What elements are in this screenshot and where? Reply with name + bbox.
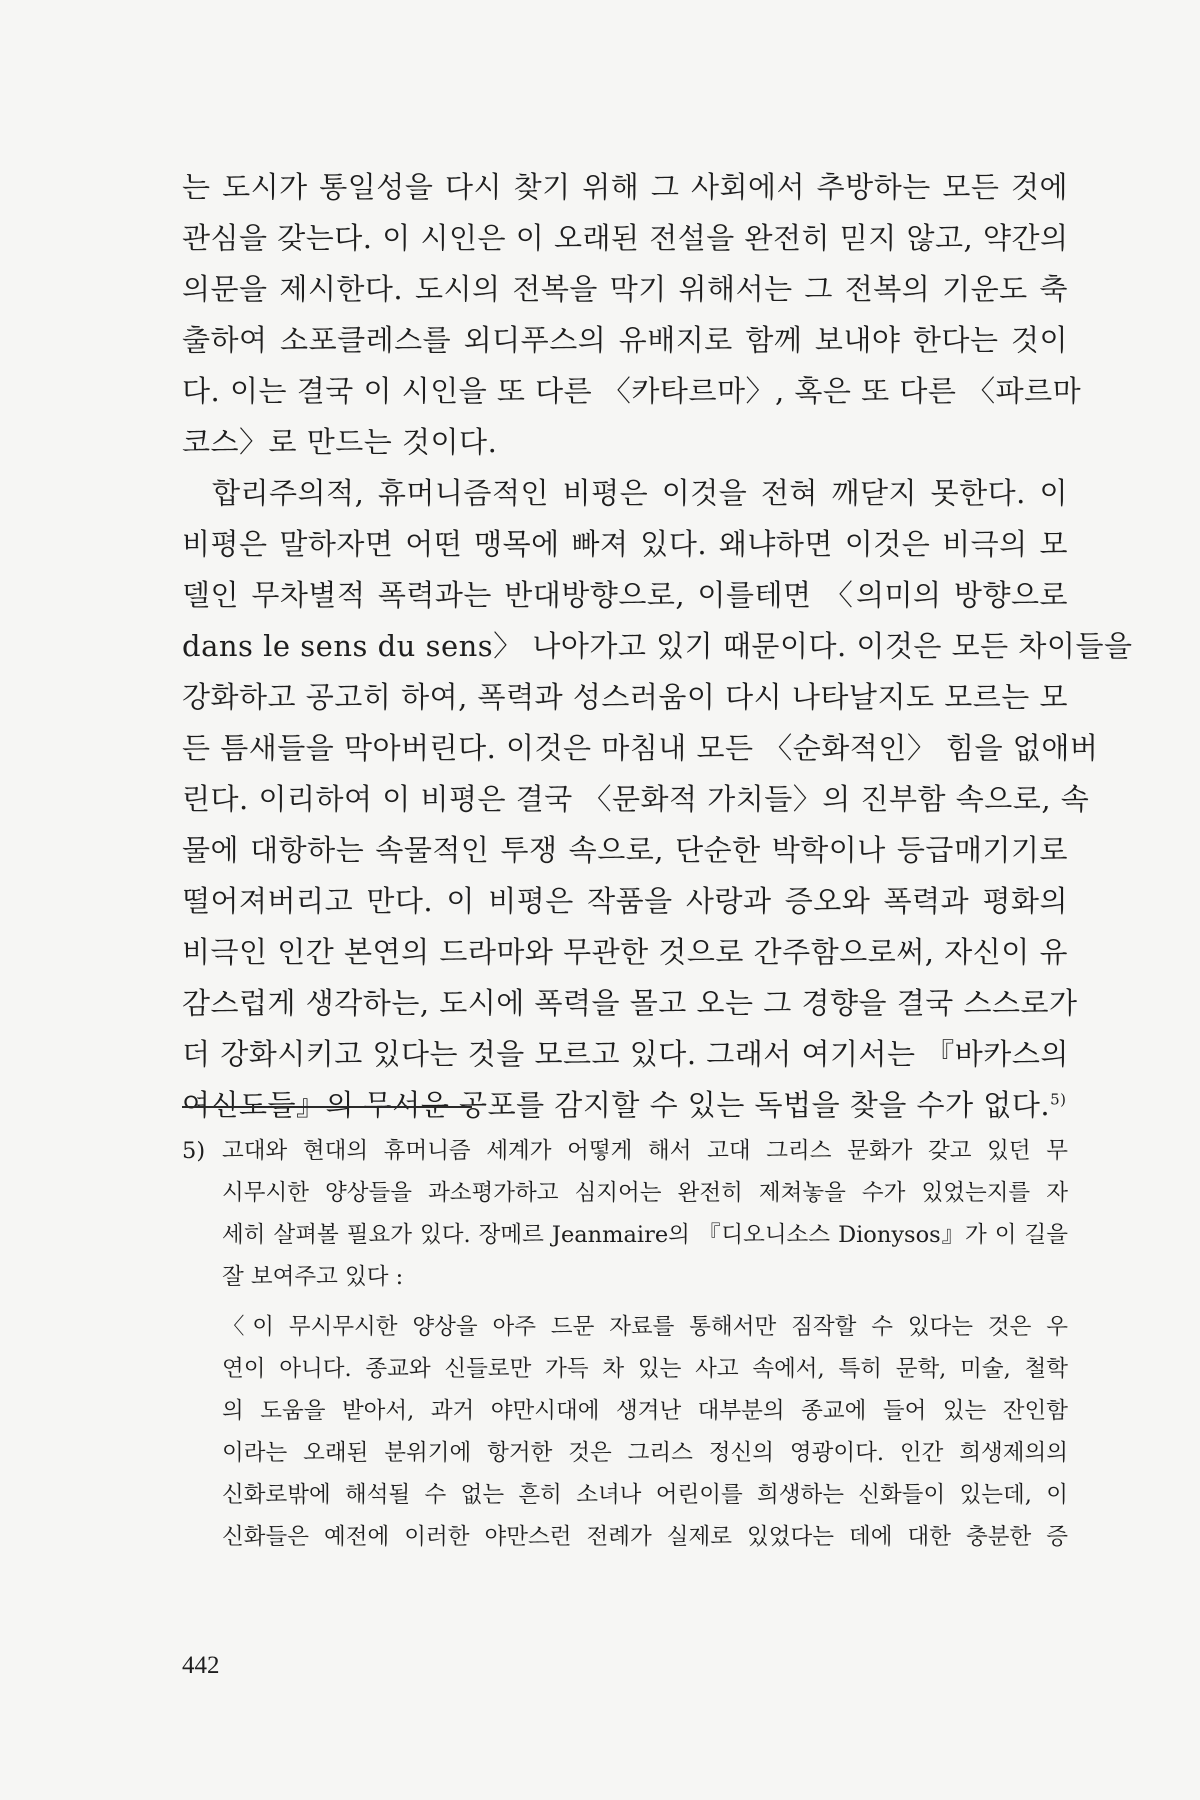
footnote-line: 의 도움을 받아서, 과거 야만시대에 생겨난 대부분의 종교에 들어 있는 잔인함 xyxy=(222,1398,1068,1424)
footnote-line xyxy=(182,1130,1068,1172)
footnote-paragraph-gap xyxy=(182,1298,1068,1306)
text-line-content: 여신도들』의 무서운 공포를 감지할 수 있는 독법을 찾을 수가 없다. xyxy=(182,1088,1051,1122)
main-text xyxy=(182,162,1133,1131)
text-line: 출하여 소포클레스를 외디푸스의 유배지로 함께 보내야 한다는 것이 xyxy=(182,323,1068,357)
footnote-reference[interactable]: 5) xyxy=(1050,1090,1067,1109)
text-line: 관심을 갖는다. 이 시인은 이 오래된 전설을 완전히 믿지 않고, 약간의 xyxy=(182,221,1069,255)
footnote-line: 시무시한 양상들을 과소평가하고 심지어는 완전히 제쳐놓을 수가 있었는지를 자 xyxy=(222,1180,1068,1206)
text-line: 감스럽게 생각하는, 도시에 폭력을 몰고 오는 그 경향을 결국 스스로가 xyxy=(182,986,1078,1020)
text-line: 다. 이는 결국 이 시인을 또 다른 〈카타르마〉, 혹은 또 다른 〈파르마 xyxy=(182,374,1082,408)
footnotes xyxy=(182,1130,1068,1558)
text-line: 린다. 이리하여 이 비평은 결국 〈문화적 가치들〉의 진부함 속으로, 속 xyxy=(182,782,1090,816)
footnote-line: 〈이 무시무시한 양상을 아주 드문 자료를 통해서만 짐작할 수 있다는 것은 우 xyxy=(222,1314,1068,1340)
text-line: 의문을 제시한다. 도시의 전복을 막기 위해서는 그 전복의 기운도 축 xyxy=(182,272,1068,306)
page-number: 442 xyxy=(182,1652,220,1679)
text-line: 더 강화시키고 있다는 것을 모르고 있다. 그래서 여기서는 『바카스의 xyxy=(182,1037,1069,1071)
text-line: 는 도시가 통일성을 다시 찾기 위해 그 사회에서 추방하는 모든 것에 xyxy=(182,170,1068,204)
text-line: 비극인 인간 본연의 드라마와 무관한 것으로 간주함으로써, 자신이 유 xyxy=(182,935,1068,969)
text-line: 코스〉로 만드는 것이다. xyxy=(182,425,498,459)
footnote-line: 신화들은 예전에 이러한 야만스런 전례가 실제로 있었다는 데에 대한 충분한 증 xyxy=(222,1524,1068,1550)
footnote-line: 신화로밖에 해석될 수 없는 흔히 소녀나 어린이를 희생하는 신화들이 있는데, 이 xyxy=(222,1482,1068,1508)
footnote-line: 세히 살펴볼 필요가 있다. 장메르 Jeanmaire의 『디오니소스 Dionysos』가 이 길을 xyxy=(222,1222,1068,1248)
text-line: 비평은 말하자면 어떤 맹목에 빠져 있다. 왜냐하면 이것은 비극의 모 xyxy=(182,527,1068,561)
footnote-line: 이라는 오래된 분위기에 항거한 것은 그리스 정신의 영광이다. 인간 희생제의의 xyxy=(222,1440,1068,1466)
text-line: 든 틈새들을 막아버린다. 이것은 마침내 모든 〈순화적인〉 힘을 없애버 xyxy=(182,731,1099,765)
footnote-number: 5) xyxy=(182,1138,206,1164)
footnote-text: 고대와 현대의 휴머니즘 세계가 어떻게 해서 고대 그리스 문화가 갖고 있던 무 xyxy=(222,1138,1068,1164)
footnote-line: 연이 아니다. 종교와 신들로만 가득 차 있는 사고 속에서, 특히 문학, 미술, 철학 xyxy=(222,1356,1068,1382)
text-line: 떨어져버리고 만다. 이 비평은 작품을 사랑과 증오와 폭력과 평화의 xyxy=(182,884,1068,918)
text-line: 강화하고 공고히 하여, 폭력과 성스러움이 다시 나타날지도 모르는 모 xyxy=(182,680,1068,714)
footnote-line: 잘 보여주고 있다 : xyxy=(222,1264,404,1290)
text-line: 물에 대항하는 속물적인 투쟁 속으로, 단순한 박학이나 등급매기기로 xyxy=(182,833,1068,867)
footnote-divider xyxy=(182,1106,472,1108)
text-line: 델인 무차별적 폭력과는 반대방향으로, 이를테면 〈의미의 방향으로 xyxy=(182,578,1068,612)
text-line: dans le sens du sens〉 나아가고 있기 때문이다. 이것은 모든 차이들을 xyxy=(182,629,1133,663)
text-line: 합리주의적, 휴머니즘적인 비평은 이것을 전혀 깨닫지 못한다. 이 xyxy=(212,476,1068,510)
